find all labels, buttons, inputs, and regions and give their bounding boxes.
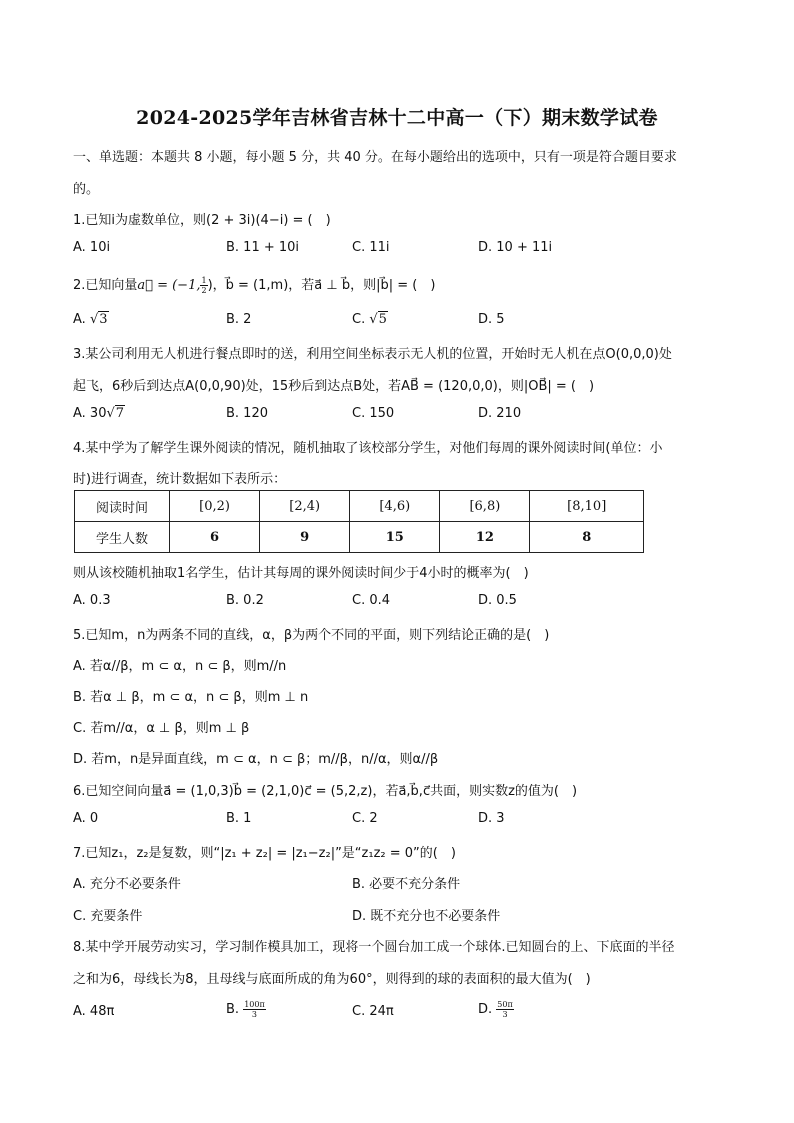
q4-option-a: A. 0.3	[73, 593, 111, 608]
sqrt-symbol: √5	[369, 312, 387, 327]
q1-option-d: D. 10 + 11i	[478, 240, 553, 255]
q8-option-d	[478, 1000, 514, 1019]
q8-option-c: C. 24π	[352, 1004, 394, 1019]
q6-option-c: C. 2	[352, 811, 378, 826]
table-interval-cell: [0,2)	[170, 491, 260, 522]
q2-option-c-radicand: 5	[378, 312, 387, 327]
q5-option-b: B. 若α ⊥ β，m ⊂ α，n ⊂ β，则m ⊥ n	[73, 690, 309, 705]
question-3-line2: 起飞，6秒后到达点A(0,0,90)处，15秒后到达点B处，若AB⃗ = (120,0,0)，则|OB⃗| = ( )	[73, 379, 595, 394]
q8-option-b	[226, 1000, 266, 1019]
table-row	[75, 491, 644, 522]
question-4-after-table: 则从该校随机抽取1名学生，估计其每周的课外阅读时间少于4小时的概率为( )	[73, 566, 529, 581]
table-interval-cell: [8,10]	[530, 491, 644, 522]
table-count-cell: 9	[260, 522, 350, 553]
q2-option-a-label: A.	[73, 312, 90, 327]
q6-option-d: D. 3	[478, 811, 505, 826]
q8-option-d-num: 50π	[497, 1000, 513, 1009]
question-7-stem: 7.已知z₁，z₂是复数，则“|z₁ + z₂| = |z₁−z₂|”是“z₁z₂ = 0”的( )	[73, 846, 456, 861]
q7-option-b: B. 必要不充分条件	[352, 877, 461, 892]
q5-option-d: D. 若m，n是异面直线，m ⊂ α，n ⊂ β；m//β，n//α，则α//β	[73, 752, 439, 767]
q8-option-a: A. 48π	[73, 1004, 115, 1019]
q8-option-b-num: 100π	[244, 1000, 265, 1009]
q2-frac-num: 1	[201, 276, 207, 285]
q8-option-d-fraction	[496, 1000, 513, 1019]
q4-option-d: D. 0.5	[478, 593, 517, 608]
sqrt-symbol: √7	[106, 406, 125, 421]
table-interval-cell: [6,8)	[440, 491, 530, 522]
q3-option-b: B. 120	[226, 406, 268, 421]
q8-option-b-fraction	[243, 1000, 266, 1019]
table-count-cell: 15	[350, 522, 440, 553]
q5-option-a: A. 若α//β，m ⊂ α，n ⊂ β，则m//n	[73, 659, 287, 674]
q2-option-a-radicand: 3	[99, 312, 108, 327]
q4-option-c: C. 0.4	[352, 593, 391, 608]
q1-option-c: C. 11i	[352, 240, 390, 255]
q5-option-c: C. 若m//α，α ⊥ β，则m ⊥ β	[73, 721, 250, 736]
question-8-line1: 8.某中学开展劳动实习，学习制作模具加工，现将一个圆台加工成一个球体.已知圆台的上、下底面的半径	[73, 940, 675, 955]
q2-fraction	[200, 276, 207, 295]
q7-option-a: A. 充分不必要条件	[73, 877, 181, 892]
q2-option-a	[73, 312, 109, 327]
sqrt-symbol: √3	[89, 312, 108, 327]
question-5-stem: 5.已知m，n为两条不同的直线，α，β为两个不同的平面，则下列结论正确的是( )	[73, 628, 550, 643]
section-instructions-line1: 一、单选题：本题共 8 小题，每小题 5 分，共 40 分。在每小题给出的选项中，只有一项是符合题目要求	[73, 150, 677, 165]
question-4-line2: 时)进行调查，统计数据如下表所示：	[73, 472, 287, 487]
question-3-line1: 3.某公司利用无人机进行餐点即时的送，利用空间坐标表示无人机的位置，开始时无人机在点O(0,0,0)处	[73, 347, 672, 362]
table-count-cell: 12	[440, 522, 530, 553]
table-count-cell: 6	[170, 522, 260, 553]
q2-option-c	[352, 312, 388, 327]
section-instructions-line2: 的。	[73, 182, 100, 197]
q2-vector-a: a⃗ = (−1,	[137, 278, 201, 293]
question-6-stem: 6.已知空间向量a⃗ = (1,0,3)b⃗ = (2,1,0)c⃗ = (5,2,z)，若a⃗,b⃗,c⃗共面，则实数z的值为( )	[73, 784, 578, 799]
q2-frac-den: 2	[201, 286, 207, 295]
q3-option-c: C. 150	[352, 406, 395, 421]
question-4-line1: 4.某中学为了解学生课外阅读的情况，随机抽取了该校部分学生，对他们每周的课外阅读时间(单位：小	[73, 441, 663, 456]
q2-option-b: B. 2	[226, 312, 252, 327]
q1-option-b: B. 11 + 10i	[226, 240, 300, 255]
q8-option-b-label: B.	[226, 1002, 244, 1017]
table-interval-cell: [4,6)	[350, 491, 440, 522]
question-8-line2: 之和为6，母线长为8，且母线与底面所成的角为60°，则得到的球的表面积的最大值为( )	[73, 972, 591, 987]
table-count-cell: 8	[530, 522, 644, 553]
q2-option-d: D. 5	[478, 312, 505, 327]
question-2-stem	[73, 274, 435, 295]
page-title: 2024-2025学年吉林省吉林十二中高一（下）期末数学试卷	[136, 107, 658, 129]
q3-option-d: D. 210	[478, 406, 522, 421]
q1-option-a: A. 10i	[73, 240, 111, 255]
table-interval-cell: [2,4)	[260, 491, 350, 522]
q2-stem-suffix: )，b⃗ = (1,m)，若a⃗ ⊥ b⃗，则|b⃗| = ( )	[207, 278, 436, 293]
q7-option-c: C. 充要条件	[73, 909, 143, 924]
q6-option-a: A. 0	[73, 811, 99, 826]
q2-option-c-label: C.	[352, 312, 370, 327]
q4-option-b: B. 0.2	[226, 593, 264, 608]
q6-option-b: B. 1	[226, 811, 252, 826]
q8-option-d-label: D.	[478, 1002, 497, 1017]
q3-option-a-radicand: 7	[115, 406, 125, 421]
q8-option-d-den: 3	[502, 1010, 508, 1019]
table-row	[75, 522, 644, 553]
q2-stem-prefix: 2.已知向量	[73, 278, 138, 293]
q7-option-d: D. 既不充分也不必要条件	[352, 909, 501, 924]
q3-option-a-label: A. 30	[73, 406, 107, 421]
q3-option-a	[73, 406, 125, 421]
q8-option-b-den: 3	[251, 1010, 257, 1019]
question-1-stem: 1.已知i为虚数单位，则(2 + 3i)(4−i) = ( )	[73, 213, 331, 228]
table-row-label: 学生人数	[75, 522, 170, 553]
table-header-label: 阅读时间	[75, 491, 170, 522]
reading-time-table	[74, 490, 644, 553]
